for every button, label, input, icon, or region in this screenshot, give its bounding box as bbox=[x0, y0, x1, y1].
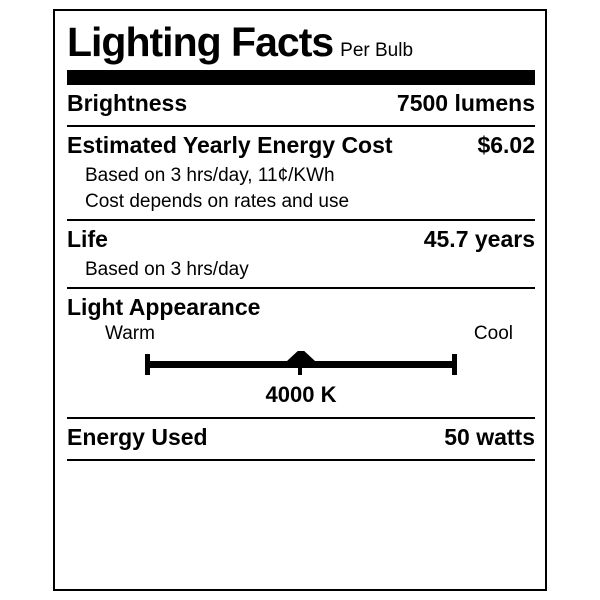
cool-label: Cool bbox=[473, 323, 513, 345]
label-bottom-space bbox=[67, 461, 535, 531]
light-appearance-section bbox=[67, 289, 535, 417]
energy-cost-value: $6.02 bbox=[477, 132, 535, 159]
scale-graphic bbox=[67, 351, 535, 381]
life-value: 45.7 years bbox=[423, 226, 535, 253]
energy-used-label: Energy Used bbox=[67, 424, 208, 451]
energy-cost-label: Estimated Yearly Energy Cost bbox=[67, 132, 393, 159]
energy-cost-section bbox=[67, 127, 535, 219]
brightness-label: Brightness bbox=[67, 90, 188, 117]
life-label: Life bbox=[67, 226, 108, 253]
life-note: Based on 3 hrs/day bbox=[85, 259, 249, 281]
energy-cost-row bbox=[67, 127, 535, 164]
title-divider-bar bbox=[67, 70, 535, 85]
brightness-value: 7500 lumens bbox=[396, 90, 535, 117]
color-temperature-value: 4000 K bbox=[265, 382, 337, 408]
brightness-row bbox=[67, 85, 535, 122]
brightness-section bbox=[67, 85, 535, 125]
label-content bbox=[67, 21, 535, 531]
label-title-row bbox=[67, 21, 535, 66]
warm-label: Warm bbox=[105, 323, 155, 345]
energy-used-value: 50 watts bbox=[444, 424, 535, 451]
page-title: Lighting Facts bbox=[67, 19, 334, 65]
energy-cost-note-1: Based on 3 hrs/day, 11¢/KWh bbox=[85, 165, 335, 187]
light-appearance-label: Light Appearance bbox=[67, 294, 261, 321]
title-suffix: Per Bulb bbox=[340, 40, 414, 61]
lighting-facts-label bbox=[53, 9, 547, 591]
energy-used-section bbox=[67, 419, 535, 459]
life-section bbox=[67, 221, 535, 287]
warm-cool-labels bbox=[67, 323, 535, 347]
energy-used-row bbox=[67, 419, 535, 456]
color-temperature-scale bbox=[67, 351, 535, 381]
life-row bbox=[67, 221, 535, 258]
energy-cost-note-2: Cost depends on rates and use bbox=[85, 191, 350, 213]
